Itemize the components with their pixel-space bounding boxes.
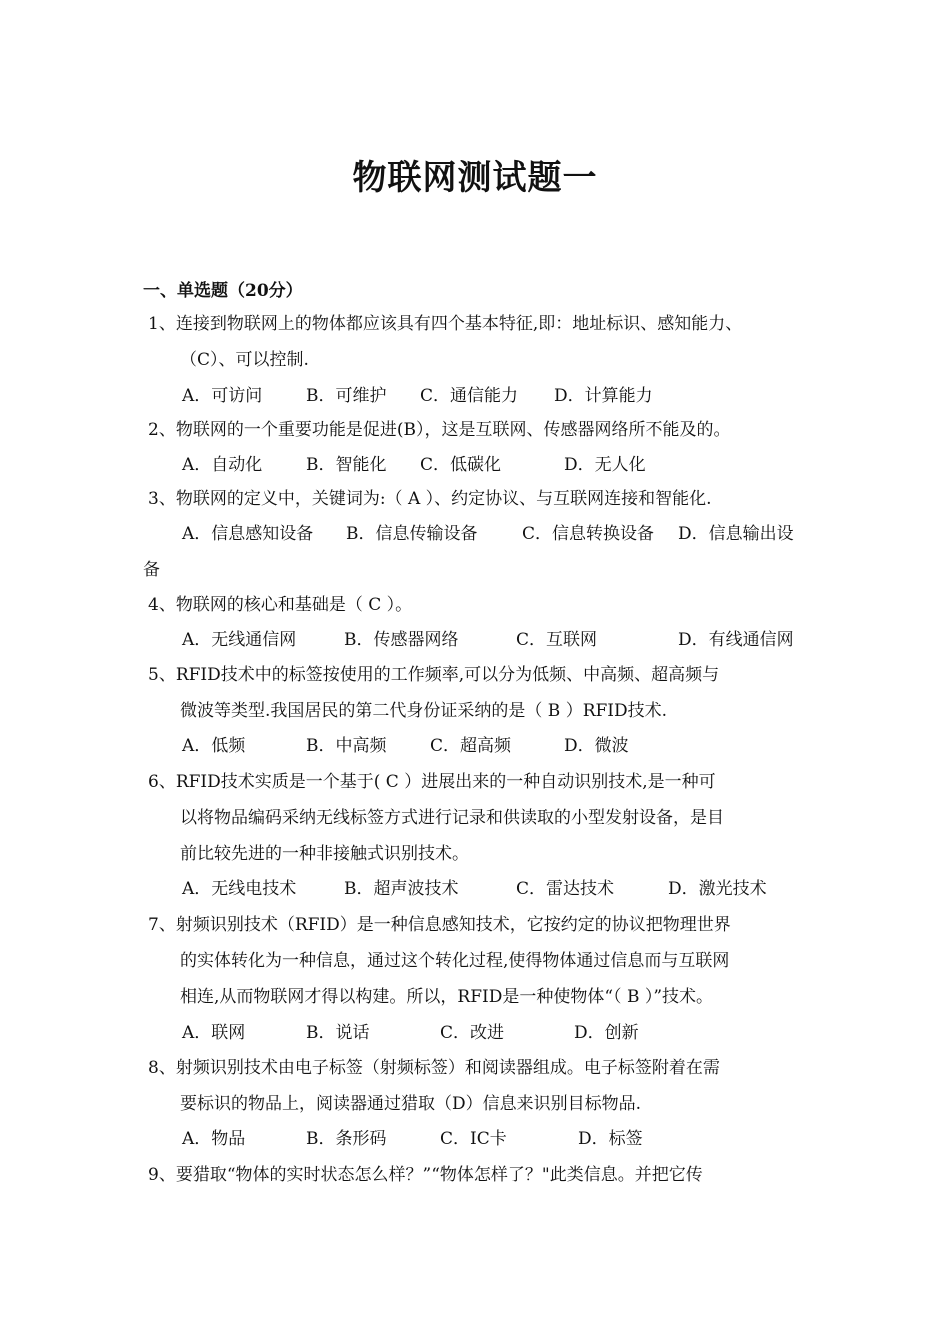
page-title: 物联网测试题一 [352,158,598,198]
option-a: A．物品 [182,1129,246,1149]
option-d: D．无人化 [564,455,646,475]
option-b: B．中高频 [306,736,387,756]
question-7-line-1: 7、射频识别技术（RFID）是一种信息感知技术，它按约定的协议把物理世界 [148,915,731,935]
question-3-line-1: 3、物联网的定义中，关键词为:（ A ）、约定协议、与互联网连接和智能化. [148,489,712,509]
question-3-option-wrap: 备 [143,560,160,580]
option-b: B．说话 [306,1023,370,1043]
question-6-line-3: 前比较先进的一种非接触式识别技术。 [180,844,469,864]
option-c: C．改进 [440,1023,505,1043]
option-b: B．条形码 [306,1129,387,1149]
question-1-line-2: （C）、可以控制. [180,350,309,370]
option-b: B．可维护 [306,386,387,406]
option-c: C．信息转换设备 [522,524,655,544]
option-c: C．通信能力 [420,386,519,406]
question-5-line-2: 微波等类型.我国居民的第二代身份证采纳的是（ B ）RFID技术. [180,701,668,721]
option-d: D．激光技术 [668,879,767,899]
option-b: B．信息传输设备 [346,524,478,544]
question-7-line-3: 相连,从而物联网才得以构建。所以，RFID是一种使物体“（ B ）”技术。 [180,987,714,1007]
question-6-line-2: 以将物品编码采纳无线标签方式进行记录和供读取的小型发射设备，是目 [180,808,724,828]
option-a: A．可访问 [182,386,263,406]
question-2-line-1: 2、物联网的一个重要功能是促进(B），这是互联网、传感器网络所不能及的。 [148,420,731,440]
option-d: D．微波 [564,736,629,756]
question-5-line-1: 5、RFID技术中的标签按使用的工作频率,可以分为低频、中高频、超高频与 [148,665,720,685]
question-9-line-1: 9、要猎取“物体的实时状态怎么样？”“物体怎样了？"此类信息。并把它传 [148,1165,703,1185]
option-a: A．无线电技术 [182,879,297,899]
option-a: A．信息感知设备 [182,524,314,544]
option-a: A．无线通信网 [182,630,297,650]
option-a: A．自动化 [182,455,263,475]
option-d: D．有线通信网 [678,630,794,650]
question-8-line-2: 要标识的物品上，阅读器通过猎取（D）信息来识别目标物品. [180,1094,642,1114]
option-b: B．智能化 [306,455,387,475]
option-d: D．创新 [574,1023,639,1043]
option-d: D．标签 [578,1129,643,1149]
section-heading: 一、单选题（20分） [143,281,303,301]
option-a: A．联网 [182,1023,246,1043]
question-8-line-1: 8、射频识别技术由电子标签（射频标签）和阅读器组成。电子标签附着在需 [148,1058,720,1078]
question-4-line-1: 4、物联网的核心和基础是（ C ）。 [148,595,413,615]
option-c: C．低碳化 [420,455,502,475]
option-b: B．传感器网络 [344,630,459,650]
question-1-line-1: 1、连接到物联网上的物体都应该具有四个基本特征,即：地址标识、感知能力、 [148,314,743,334]
option-c: C．互联网 [516,630,598,650]
option-a: A．低频 [182,736,246,756]
question-7-line-2: 的实体转化为一种信息，通过这个转化过程,使得物体通过信息而与互联网 [180,951,730,971]
option-c: C．超高频 [430,736,512,756]
option-b: B．超声波技术 [344,879,459,899]
option-c: C．IC卡 [440,1129,507,1149]
option-c: C．雷达技术 [516,879,615,899]
option-d: D．信息输出设 [678,524,794,544]
option-d: D．计算能力 [554,386,653,406]
question-6-line-1: 6、RFID技术实质是一个基于( C ）进展出来的一种自动识别技术,是一种可 [148,772,716,792]
